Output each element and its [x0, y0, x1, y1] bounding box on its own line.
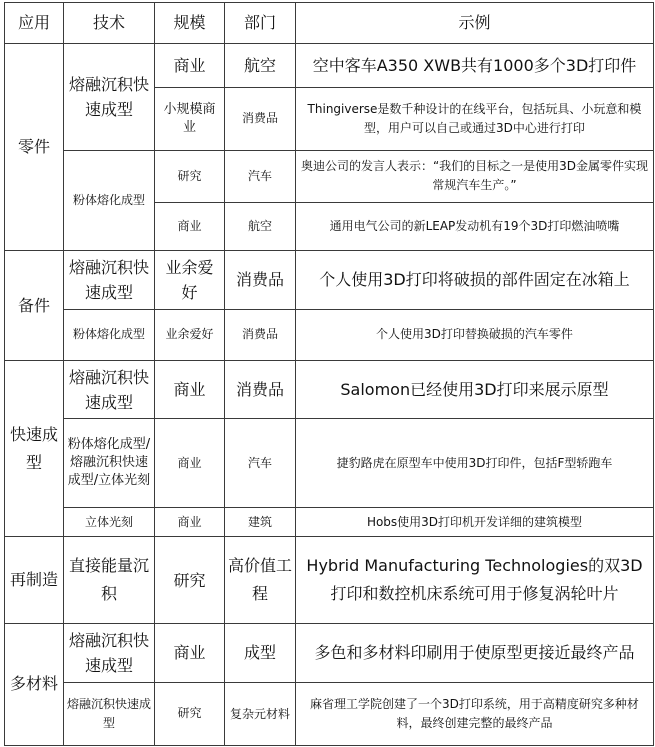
technology-cell: 粉体熔化成型	[64, 150, 155, 250]
scale-cell: 业余爱好	[155, 309, 225, 361]
scale-cell: 研究	[155, 682, 225, 745]
technology-cell: 熔融沉积快速成型	[64, 361, 155, 419]
department-cell: 汽车	[225, 150, 296, 202]
application-cell: 再制造	[5, 537, 64, 623]
header-scale: 规模	[155, 3, 225, 44]
table-row	[5, 361, 654, 419]
scale-cell: 商业	[155, 623, 225, 682]
example-cell: 空中客车A350 XWB共有1000多个3D打印件	[296, 44, 654, 88]
example-cell: Hobs使用3D打印机开发详细的建筑模型	[296, 507, 654, 537]
example-cell: Salomon已经使用3D打印来展示原型	[296, 361, 654, 419]
technology-cell: 粉体熔化成型/熔融沉积快速成型/立体光刻	[64, 419, 155, 508]
department-cell: 航空	[225, 202, 296, 250]
department-cell: 成型	[225, 623, 296, 682]
example-cell: 多色和多材料印刷用于使原型更接近最终产品	[296, 623, 654, 682]
header-application: 应用	[5, 3, 64, 44]
application-table	[4, 2, 654, 746]
header-row	[5, 3, 654, 44]
example-cell: Thingiverse是数千种设计的在线平台，包括玩具、小玩意和模型，用户可以自己或通过3D中心进行打印	[296, 87, 654, 150]
table-row	[5, 682, 654, 745]
scale-cell: 商业	[155, 507, 225, 537]
example-cell: 个人使用3D打印将破损的部件固定在冰箱上	[296, 250, 654, 309]
technology-cell: 熔融沉积快速成型	[64, 44, 155, 151]
scale-cell: 商业	[155, 44, 225, 88]
application-cell: 快速成型	[5, 361, 64, 537]
table-row	[5, 623, 654, 682]
header-example: 示例	[296, 3, 654, 44]
technology-cell: 直接能量沉积	[64, 537, 155, 623]
table-row	[5, 309, 654, 361]
table-row	[5, 537, 654, 623]
table-row	[5, 419, 654, 508]
application-cell: 零件	[5, 44, 64, 251]
scale-cell: 研究	[155, 150, 225, 202]
header-technology: 技术	[64, 3, 155, 44]
example-cell: 奥迪公司的发言人表示：“我们的目标之一是使用3D金属零件实现常规汽车生产。”	[296, 150, 654, 202]
department-cell: 消费品	[225, 250, 296, 309]
table-row	[5, 150, 654, 202]
header-department: 部门	[225, 3, 296, 44]
technology-cell: 熔融沉积快速成型	[64, 682, 155, 745]
example-cell: 个人使用3D打印替换破损的汽车零件	[296, 309, 654, 361]
example-cell: 捷豹路虎在原型车中使用3D打印件，包括F型轿跑车	[296, 419, 654, 508]
table-row	[5, 250, 654, 309]
table-row	[5, 44, 654, 88]
department-cell: 汽车	[225, 419, 296, 508]
example-cell: 通用电气公司的新LEAP发动机有19个3D打印燃油喷嘴	[296, 202, 654, 250]
department-cell: 消费品	[225, 87, 296, 150]
scale-cell: 研究	[155, 537, 225, 623]
department-cell: 航空	[225, 44, 296, 88]
example-cell: 麻省理工学院创建了一个3D打印系统，用于高精度研究多种材料，最终创建完整的最终产品	[296, 682, 654, 745]
scale-cell: 业余爱好	[155, 250, 225, 309]
application-cell: 多材料	[5, 623, 64, 745]
technology-cell: 粉体熔化成型	[64, 309, 155, 361]
table-row	[5, 507, 654, 537]
technology-cell: 熔融沉积快速成型	[64, 250, 155, 309]
scale-cell: 商业	[155, 361, 225, 419]
scale-cell: 小规模商业	[155, 87, 225, 150]
department-cell: 消费品	[225, 309, 296, 361]
department-cell: 建筑	[225, 507, 296, 537]
scale-cell: 商业	[155, 419, 225, 508]
department-cell: 复杂元材料	[225, 682, 296, 745]
application-cell: 备件	[5, 250, 64, 361]
example-cell: Hybrid Manufacturing Technologies的双3D打印和数控机床系统可用于修复涡轮叶片	[296, 537, 654, 623]
department-cell: 消费品	[225, 361, 296, 419]
technology-cell: 立体光刻	[64, 507, 155, 537]
department-cell: 高价值工程	[225, 537, 296, 623]
technology-cell: 熔融沉积快速成型	[64, 623, 155, 682]
scale-cell: 商业	[155, 202, 225, 250]
